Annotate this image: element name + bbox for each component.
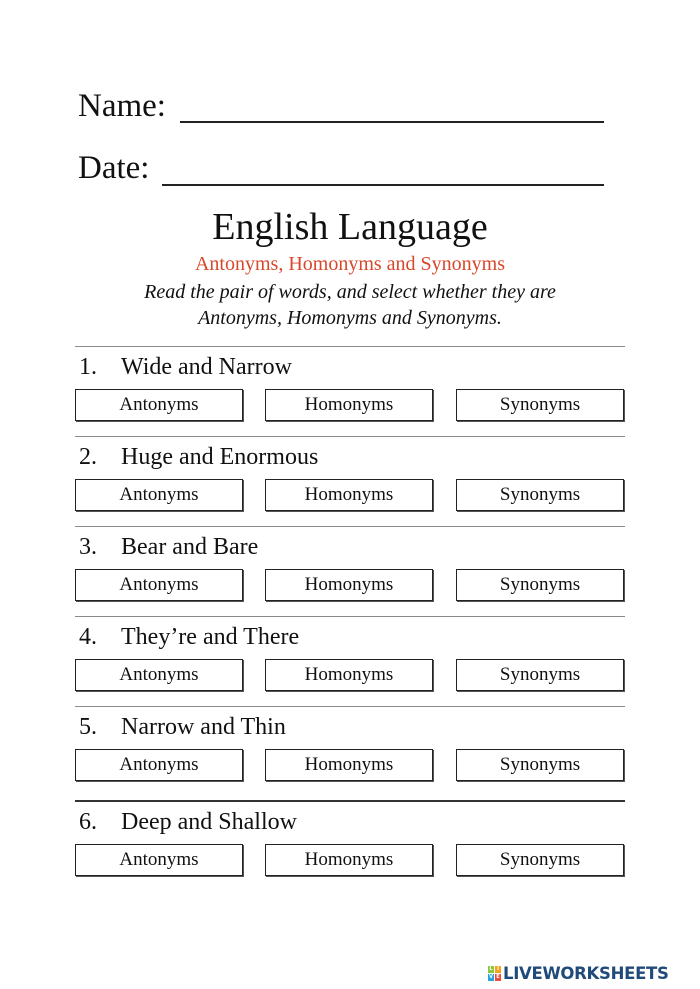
- divider: [75, 526, 625, 527]
- instructions-line-2: Antonyms, Homonyms and Synonyms.: [198, 307, 502, 329]
- q4-option-synonyms[interactable]: Synonyms: [456, 659, 624, 691]
- question-6: [79, 808, 297, 836]
- page-subtitle: Antonyms, Homonyms and Synonyms: [194, 253, 506, 275]
- question-4: [79, 623, 299, 651]
- question-2: [79, 443, 318, 471]
- question-text: Wide and Narrow: [121, 354, 292, 380]
- question-text: Bear and Bare: [121, 534, 259, 560]
- logo-text: LIVEWORKSHEETS: [503, 963, 669, 983]
- q2-option-antonyms[interactable]: Antonyms: [75, 479, 243, 511]
- q3-option-synonyms[interactable]: Synonyms: [456, 569, 624, 601]
- q4-option-antonyms[interactable]: Antonyms: [75, 659, 243, 691]
- divider: [75, 436, 625, 437]
- q6-option-antonyms[interactable]: Antonyms: [75, 844, 243, 876]
- divider: [75, 706, 625, 707]
- question-number: 6.: [79, 809, 97, 835]
- question-number: 4.: [79, 624, 97, 650]
- date-input-line[interactable]: [162, 184, 604, 186]
- divider: [75, 346, 625, 347]
- question-text: Narrow and Thin: [121, 714, 286, 740]
- question-number: 5.: [79, 714, 97, 740]
- q5-option-homonyms[interactable]: Homonyms: [265, 749, 433, 781]
- q1-option-antonyms[interactable]: Antonyms: [75, 389, 243, 421]
- q6-option-synonyms[interactable]: Synonyms: [456, 844, 624, 876]
- question-text: They’re and There: [121, 624, 300, 650]
- question-number: 3.: [79, 534, 97, 560]
- instructions-line-1: Read the pair of words, and select whether they are: [144, 281, 556, 303]
- logo-live-icon: L I V E: [489, 965, 500, 980]
- date-label: Date:: [78, 150, 150, 186]
- q3-option-homonyms[interactable]: Homonyms: [265, 569, 433, 601]
- q2-option-homonyms[interactable]: Homonyms: [265, 479, 433, 511]
- question-text: Deep and Shallow: [121, 809, 297, 835]
- q3-option-antonyms[interactable]: Antonyms: [75, 569, 243, 601]
- question-5: [79, 713, 286, 741]
- q2-option-synonyms[interactable]: Synonyms: [456, 479, 624, 511]
- q5-option-antonyms[interactable]: Antonyms: [75, 749, 243, 781]
- divider: [75, 616, 625, 617]
- question-3: [79, 533, 258, 561]
- divider: [75, 800, 625, 802]
- name-input-line[interactable]: [180, 121, 604, 123]
- page-title: English Language: [212, 206, 488, 248]
- question-text: Huge and Enormous: [121, 444, 319, 470]
- q4-option-homonyms[interactable]: Homonyms: [265, 659, 433, 691]
- q1-option-synonyms[interactable]: Synonyms: [456, 389, 624, 421]
- name-label: Name:: [78, 88, 166, 124]
- question-number: 1.: [79, 354, 97, 380]
- question-number: 2.: [79, 444, 97, 470]
- q6-option-homonyms[interactable]: Homonyms: [265, 844, 433, 876]
- q5-option-synonyms[interactable]: Synonyms: [456, 749, 624, 781]
- question-1: [79, 353, 292, 381]
- liveworksheets-logo: [488, 963, 669, 983]
- q1-option-homonyms[interactable]: Homonyms: [265, 389, 433, 421]
